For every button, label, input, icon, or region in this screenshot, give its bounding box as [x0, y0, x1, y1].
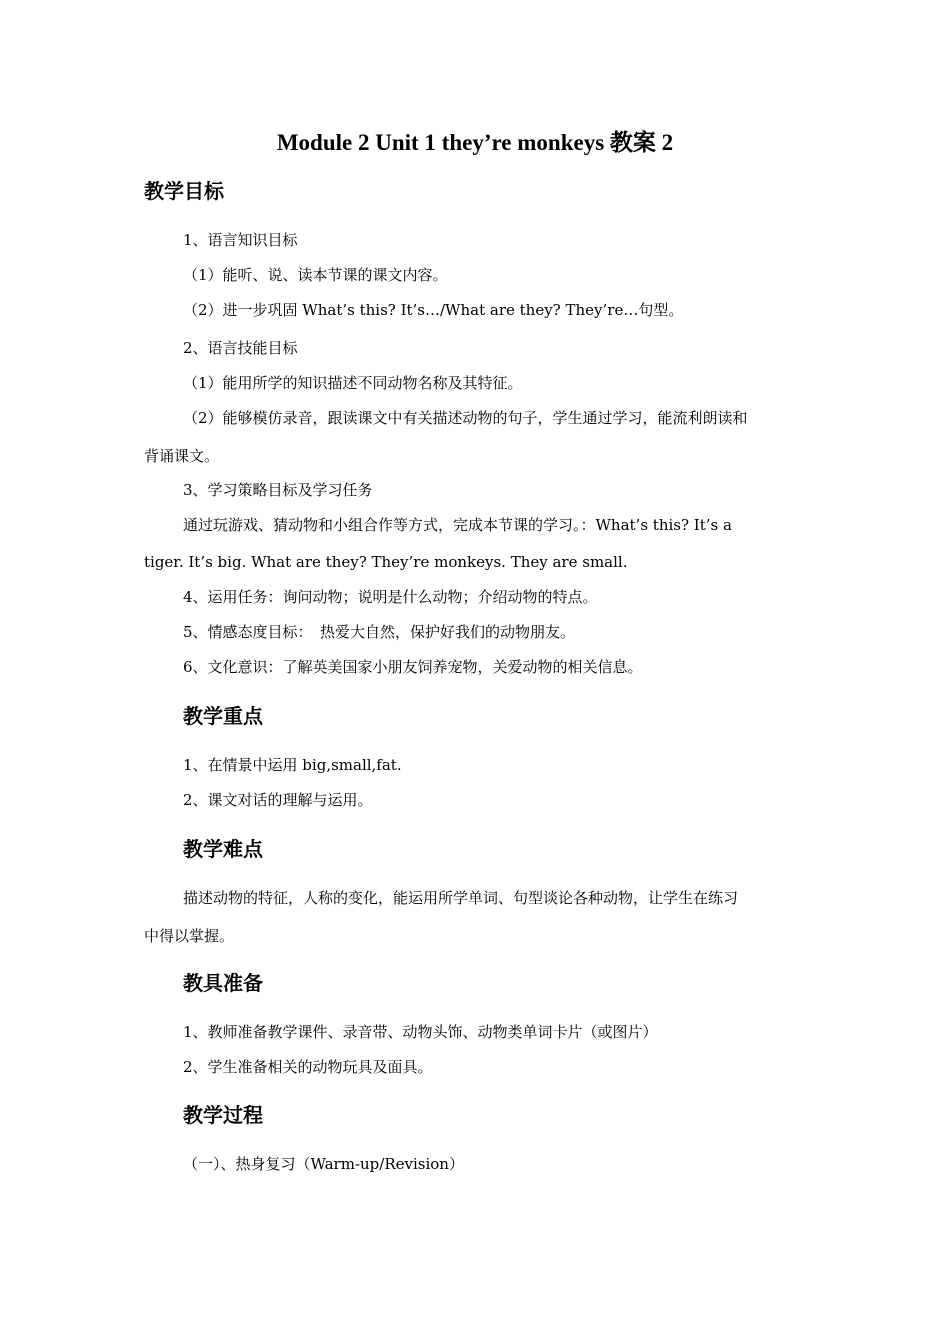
objective-6: 6、文化意识：了解英美国家小朋友饲养宠物，关爱动物的相关信息。 — [183, 658, 643, 676]
objective-4: 4、运用任务：询问动物；说明是什么动物；介绍动物的特点。 — [183, 588, 598, 606]
heading-difficulties: 教学难点 — [183, 837, 263, 861]
materials-1: 1、教师准备教学课件、录音带、动物头饰、动物类单词卡片（或图片） — [183, 1023, 658, 1041]
difficulties-line-2: 中得以掌握。 — [144, 927, 235, 945]
materials-2: 2、学生准备相关的动物玩具及面具。 — [183, 1058, 433, 1076]
heading-materials: 教具准备 — [183, 971, 263, 995]
objective-3-title: 3、学习策略目标及学习任务 — [183, 481, 373, 499]
objective-1-sub-1: （1）能听、说、读本节课的课文内容。 — [183, 266, 448, 284]
objective-2-title: 2、语言技能目标 — [183, 339, 298, 357]
key-point-1: 1、在情景中运用 big,small,fat. — [183, 756, 402, 774]
objective-5: 5、情感态度目标： 热爱大自然，保护好我们的动物朋友。 — [183, 623, 576, 641]
objective-2-sub-2-line-2: 背诵课文。 — [144, 447, 220, 465]
process-1: （一）、热身复习（Warm-up/Revision） — [183, 1155, 464, 1173]
objective-3-text-line-2: tiger. It’s big. What are they? They’re monkeys. They are small. — [144, 553, 628, 571]
key-point-2: 2、课文对话的理解与运用。 — [183, 791, 373, 809]
heading-process: 教学过程 — [183, 1103, 263, 1127]
objective-3-text-line-1: 通过玩游戏、猜动物和小组合作等方式，完成本节课的学习。：What’s this? It’s a — [183, 516, 732, 534]
difficulties-line-1: 描述动物的特征，人称的变化，能运用所学单词、句型谈论各种动物，让学生在练习 — [183, 889, 739, 907]
objective-2-sub-2-line-1: （2）能够模仿录音，跟读课文中有关描述动物的句子，学生通过学习，能流利朗读和 — [183, 409, 748, 427]
heading-objectives: 教学目标 — [144, 179, 224, 203]
objective-2-sub-1: （1）能用所学的知识描述不同动物名称及其特征。 — [183, 374, 523, 392]
objective-1-title: 1、语言知识目标 — [183, 231, 298, 249]
objective-1-sub-2: （2）进一步巩固 What’s this? It’s…/What are they? They’re…句型。 — [183, 301, 684, 319]
heading-key-points: 教学重点 — [183, 704, 263, 728]
document-title: Module 2 Unit 1 they’re monkeys 教案 2 — [276, 130, 674, 155]
